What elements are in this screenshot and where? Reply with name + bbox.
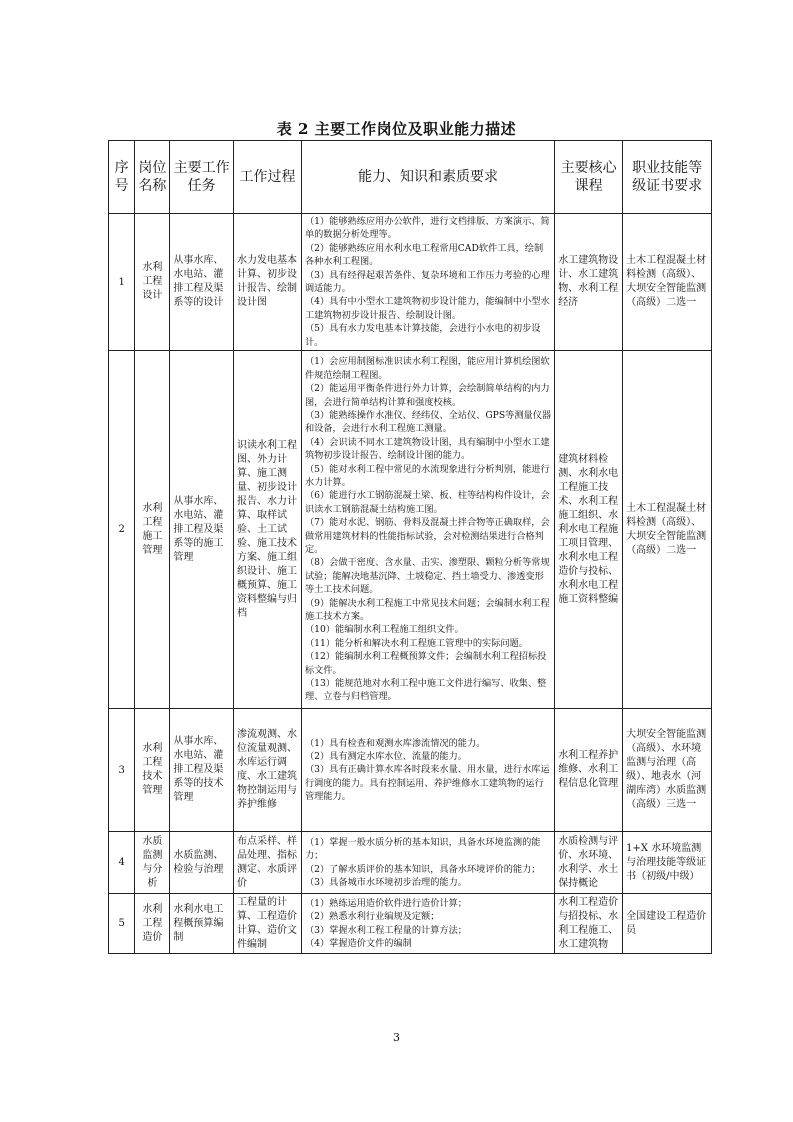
row-cert: 大坝安全智能监测（高级）、水环境监测与治理（高级）、地表水（河湖库湾）水质监测（高级）三选一 <box>623 709 712 832</box>
ability-item: （3）能熟练操作水准仪、经纬仪、全站仪、GPS等测量仪器和设备，会进行水利工程施工测量。 <box>304 409 552 435</box>
row-ability <box>301 709 554 832</box>
row-task: 从事水库、水电站、灌排工程及渠系等的设计 <box>170 214 234 351</box>
ability-item: （1）熟练运用造价软件进行造价计算； <box>304 897 467 909</box>
ability-item: （8）会做干密度、含水量、击实、渗塑限、颗粒分析等常规试验；能解决地基沉降、土坡稳定、挡土墙受力、渗透变形等土工技术问题。 <box>304 557 550 596</box>
row-process: 水力发电基本计算、初步设计报告、绘制设计图 <box>233 214 301 351</box>
page-number: 3 <box>393 1031 400 1044</box>
ability-item: （1）具有检查和观测水库渗流情况的能力。 <box>304 737 486 749</box>
ability-item: （3）具有正确计算水库各时段来水量、用水量，进行水库运行调度的能力。具有控制运用、养护维修水工建筑物的运行管理能力。 <box>304 764 550 803</box>
row-task: 从事水库、水电站、灌排工程及渠系等的施工管理 <box>170 351 234 709</box>
row-cert: 全国建设工程造价员 <box>623 894 712 954</box>
header-row <box>109 141 712 214</box>
row-seq: 4 <box>109 832 135 894</box>
row-seq: 3 <box>109 709 135 832</box>
table-row <box>109 832 712 894</box>
ability-item: （13）能规范地对水利工程中施工文件进行编写、收集、整理、立卷与归档管理。 <box>304 678 547 703</box>
ability-item: （2）熟悉水利行业编规及定额； <box>304 911 440 923</box>
row-process: 布点采样、样品处理、指标测定、水质评价 <box>233 832 301 894</box>
row-post: 水质监测与分析 <box>135 832 170 894</box>
row-course: 水质检测与评价、水环境、水利学、水土保持概论 <box>555 832 623 894</box>
header-ability: 能力、知识和素质要求 <box>301 141 554 214</box>
ability-item: （12）能编制水利工程概预算文件；会编制水利工程招标投标文件。 <box>304 651 547 676</box>
row-process: 工程量的计算、工程造价计算、造价文件编制 <box>233 894 301 954</box>
row-ability <box>301 214 554 351</box>
header-post: 岗位名称 <box>135 141 170 214</box>
table-row <box>109 709 712 832</box>
ability-item: （2）了解水质评价的基本知识，具备水环境评价的能力； <box>304 863 541 875</box>
row-seq: 5 <box>109 894 135 954</box>
table-row <box>109 214 712 351</box>
ability-item: （4）掌握造价文件的编制 <box>304 937 412 949</box>
ability-item: （4）具有中小型水工建筑物初步设计能力，能编制中小型水工建筑物初步设计报告、绘制设计图。 <box>304 296 550 321</box>
table-row <box>109 894 712 954</box>
ability-item: （3）掌握水利工程工程量的计算方法； <box>304 924 467 936</box>
row-ability <box>301 351 554 709</box>
row-seq: 1 <box>109 214 135 351</box>
row-course: 水利工程造价与招投标、水利工程施工、水工建筑物 <box>555 894 623 954</box>
row-task: 从事水库、水电站、灌排工程及渠系等的技术管理 <box>170 709 234 832</box>
row-ability <box>301 832 554 894</box>
ability-item: （5）具有水力发电基本计算技能，会进行小水电的初步设计。 <box>304 323 541 348</box>
ability-item: （1）会应用制图标准识读水利工程图，能应用计算机绘图软件规范绘制工程图。 <box>304 356 550 381</box>
ability-item: （1）能够熟练应用办公软件，进行文档排版、方案演示、简单的数据分析处理等。 <box>304 216 550 241</box>
row-task: 水质监测、检验与治理 <box>170 832 234 894</box>
row-course: 水工建筑物设计、水工建筑物、水利工程经济 <box>555 214 623 351</box>
row-process: 渗流观测、水位流量观测、水库运行调度、水工建筑物控制运用与养护维修 <box>233 709 301 832</box>
row-course: 建筑材料检测、水利水电工程施工技术、水利工程施工组织、水利水电工程施工项目管理、水利水电工程造价与投标、水利水电工程施工资料整编 <box>555 351 623 709</box>
row-cert: 土木工程混凝土材料检测（高级）、大坝安全智能监测（高级）二选一 <box>623 214 712 351</box>
ability-item: （2）具有测定水库水位、流量的能力。 <box>304 750 467 762</box>
ability-item: （10）能编制水利工程施工组织文件。 <box>304 624 464 636</box>
row-process: 识读水利工程图、外力计算、施工测量、初步设计报告、水力计算、取样试验、土工试验、施工技术方案、施工组织设计、施工概预算、施工资料整编与归档 <box>233 351 301 709</box>
ability-item: （9）能解决水利工程施工中常见技术问题；会编制水利工程施工技术方案。 <box>304 597 550 622</box>
row-course: 水利工程养护维修、水利工程信息化管理 <box>555 709 623 832</box>
job-ability-table <box>108 140 712 954</box>
row-ability <box>301 894 554 954</box>
header-seq: 序号 <box>109 141 135 214</box>
row-post: 水利工程施工管理 <box>135 351 170 709</box>
ability-item: （11）能分析和解决水利工程施工管理中的实际问题。 <box>304 637 528 649</box>
row-post: 水利工程设计 <box>135 214 170 351</box>
ability-item: （7）能对水泥、钢筋、骨料及混凝土拌合物等正确取样，会做常用建筑材料的性能指标试验，会对检测结果进行合格判定。 <box>304 517 550 555</box>
ability-item: （3）具备城市水环境初步治理的能力。 <box>304 876 467 888</box>
header-cert: 职业技能等级证书要求 <box>623 141 712 214</box>
ability-item: （5）能对水利工程中常见的水流现象进行分析判别，能进行水力计算。 <box>304 463 550 488</box>
header-course: 主要核心课程 <box>555 141 623 214</box>
table-row <box>109 351 712 709</box>
row-post: 水利工程造价 <box>135 894 170 954</box>
ability-item: （1）掌握一般水质分析的基本知识，具备水环境监测的能力； <box>304 836 541 862</box>
table-title: 表 2 主要工作岗位及职业能力描述 <box>276 120 517 138</box>
ability-item: （4）会识读不同水工建筑物设计图，具有编制中小型水工建筑物初步设计报告、绘制设计图的能力。 <box>304 436 550 462</box>
row-seq: 2 <box>109 351 135 709</box>
header-task: 主要工作任务 <box>170 141 234 214</box>
ability-item: （6）能进行水工钢筋混凝土梁、板、柱等结构构件设计，会识读水工钢筋混凝土结构施工图。 <box>304 490 550 515</box>
header-process: 工作过程 <box>233 141 301 214</box>
ability-item: （3）具有经得起艰苦条件、复杂环境和工作压力考验的心理调适能力。 <box>304 269 550 295</box>
ability-item: （2）能够熟练应用水利水电工程常用CAD软件工具，绘制各种水利工程图。 <box>304 242 544 268</box>
row-cert: 土木工程混凝土材料检测（高级）、大坝安全智能监测（高级）二选一 <box>623 351 712 709</box>
row-post: 水利工程技术管理 <box>135 709 170 832</box>
row-task: 水利水电工程概预算编制 <box>170 894 234 954</box>
row-cert: 1+X 水环境监测与治理技能等级证书（初级/中级） <box>623 832 712 894</box>
ability-item: （2）能运用平衡条件进行外力计算，会绘制简单结构的内力图，会进行简单结构计算和强度校核。 <box>304 383 550 408</box>
